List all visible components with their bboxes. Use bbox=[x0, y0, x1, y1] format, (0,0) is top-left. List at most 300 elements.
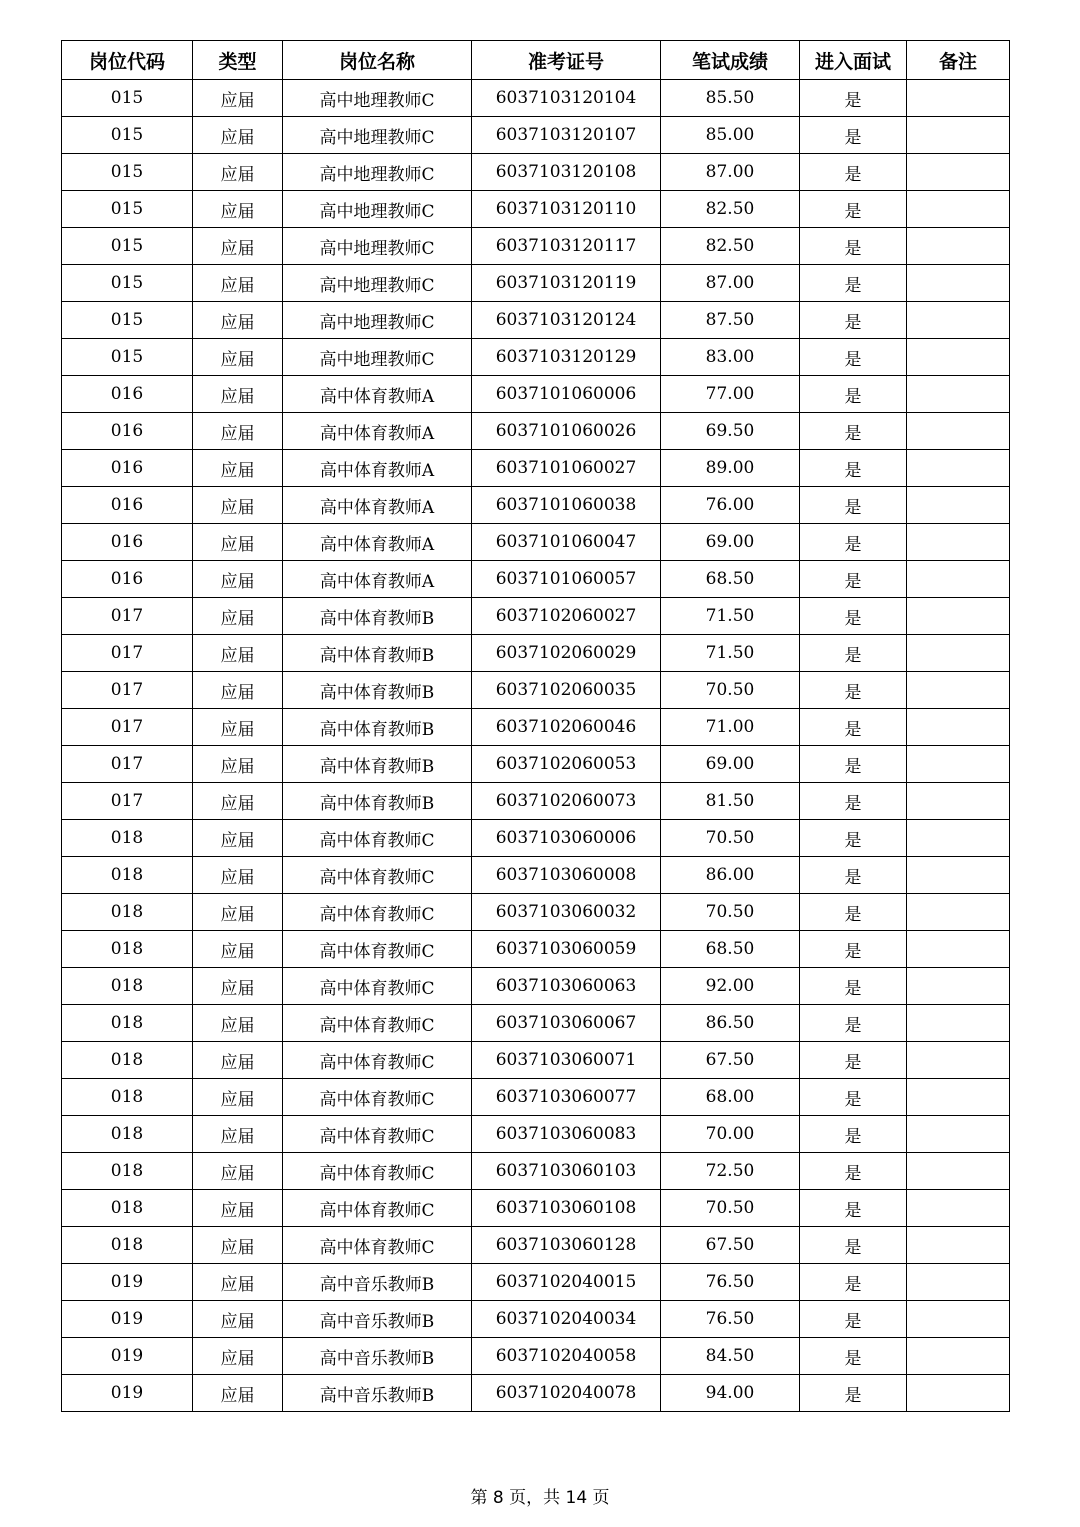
cell-post-name: 高中体育教师C bbox=[283, 857, 472, 894]
cell-interview: 是 bbox=[800, 524, 907, 561]
cell-exam-number: 6037103060006 bbox=[472, 820, 661, 857]
cell-exam-number: 6037102040015 bbox=[472, 1264, 661, 1301]
cell-remarks bbox=[907, 857, 1010, 894]
cell-written-score: 71.00 bbox=[661, 709, 800, 746]
cell-remarks bbox=[907, 1338, 1010, 1375]
table-row bbox=[62, 1338, 1010, 1375]
cell-post-name: 高中体育教师A bbox=[283, 376, 472, 413]
cell-post-name: 高中体育教师B bbox=[283, 598, 472, 635]
cell-post-name: 高中地理教师C bbox=[283, 154, 472, 191]
cell-exam-number: 6037103060008 bbox=[472, 857, 661, 894]
footer-suffix: 页 bbox=[592, 1488, 610, 1508]
cell-written-score: 86.00 bbox=[661, 857, 800, 894]
cell-type: 应届 bbox=[193, 1153, 283, 1190]
cell-written-score: 71.50 bbox=[661, 598, 800, 635]
cell-remarks bbox=[907, 561, 1010, 598]
cell-written-score: 69.50 bbox=[661, 413, 800, 450]
cell-written-score: 67.50 bbox=[661, 1227, 800, 1264]
cell-post-code: 016 bbox=[62, 487, 193, 524]
cell-post-code: 017 bbox=[62, 746, 193, 783]
cell-type: 应届 bbox=[193, 413, 283, 450]
cell-remarks bbox=[907, 894, 1010, 931]
table-row bbox=[62, 1264, 1010, 1301]
cell-post-code: 016 bbox=[62, 376, 193, 413]
cell-exam-number: 6037103060077 bbox=[472, 1079, 661, 1116]
table-row bbox=[62, 746, 1010, 783]
cell-interview: 是 bbox=[800, 820, 907, 857]
cell-written-score: 76.50 bbox=[661, 1264, 800, 1301]
table-row bbox=[62, 1116, 1010, 1153]
cell-post-name: 高中地理教师C bbox=[283, 302, 472, 339]
cell-post-name: 高中地理教师C bbox=[283, 80, 472, 117]
cell-written-score: 82.50 bbox=[661, 228, 800, 265]
cell-type: 应届 bbox=[193, 191, 283, 228]
cell-post-name: 高中体育教师C bbox=[283, 820, 472, 857]
cell-post-code: 015 bbox=[62, 117, 193, 154]
cell-remarks bbox=[907, 931, 1010, 968]
cell-interview: 是 bbox=[800, 746, 907, 783]
cell-post-name: 高中体育教师C bbox=[283, 894, 472, 931]
cell-post-name: 高中体育教师A bbox=[283, 561, 472, 598]
cell-written-score: 85.50 bbox=[661, 80, 800, 117]
cell-written-score: 68.50 bbox=[661, 561, 800, 598]
cell-type: 应届 bbox=[193, 1116, 283, 1153]
cell-post-name: 高中音乐教师B bbox=[283, 1264, 472, 1301]
table-row bbox=[62, 339, 1010, 376]
cell-written-score: 82.50 bbox=[661, 191, 800, 228]
cell-type: 应届 bbox=[193, 487, 283, 524]
cell-post-name: 高中体育教师A bbox=[283, 413, 472, 450]
cell-remarks bbox=[907, 1264, 1010, 1301]
cell-remarks bbox=[907, 1227, 1010, 1264]
cell-post-code: 018 bbox=[62, 1227, 193, 1264]
cell-interview: 是 bbox=[800, 1301, 907, 1338]
cell-post-code: 018 bbox=[62, 1042, 193, 1079]
cell-type: 应届 bbox=[193, 228, 283, 265]
cell-type: 应届 bbox=[193, 376, 283, 413]
table-row bbox=[62, 154, 1010, 191]
table-header bbox=[62, 41, 1010, 80]
cell-post-code: 017 bbox=[62, 709, 193, 746]
cell-post-code: 016 bbox=[62, 524, 193, 561]
cell-post-name: 高中体育教师C bbox=[283, 1042, 472, 1079]
cell-post-name: 高中体育教师B bbox=[283, 672, 472, 709]
cell-remarks bbox=[907, 1116, 1010, 1153]
cell-written-score: 85.00 bbox=[661, 117, 800, 154]
cell-type: 应届 bbox=[193, 80, 283, 117]
cell-written-score: 69.00 bbox=[661, 524, 800, 561]
cell-type: 应届 bbox=[193, 672, 283, 709]
table-row bbox=[62, 672, 1010, 709]
cell-post-name: 高中体育教师C bbox=[283, 1227, 472, 1264]
cell-exam-number: 6037103120124 bbox=[472, 302, 661, 339]
table-row bbox=[62, 191, 1010, 228]
cell-post-code: 017 bbox=[62, 672, 193, 709]
table-row bbox=[62, 413, 1010, 450]
cell-exam-number: 6037102060046 bbox=[472, 709, 661, 746]
cell-type: 应届 bbox=[193, 1338, 283, 1375]
cell-post-name: 高中体育教师A bbox=[283, 487, 472, 524]
table-row bbox=[62, 635, 1010, 672]
cell-exam-number: 6037103060083 bbox=[472, 1116, 661, 1153]
cell-type: 应届 bbox=[193, 746, 283, 783]
cell-written-score: 89.00 bbox=[661, 450, 800, 487]
cell-type: 应届 bbox=[193, 561, 283, 598]
cell-post-name: 高中地理教师C bbox=[283, 265, 472, 302]
cell-exam-number: 6037103120119 bbox=[472, 265, 661, 302]
cell-interview: 是 bbox=[800, 598, 907, 635]
cell-exam-number: 6037103120117 bbox=[472, 228, 661, 265]
cell-type: 应届 bbox=[193, 1227, 283, 1264]
cell-post-code: 017 bbox=[62, 783, 193, 820]
cell-exam-number: 6037101060057 bbox=[472, 561, 661, 598]
cell-remarks bbox=[907, 1301, 1010, 1338]
cell-exam-number: 6037103120129 bbox=[472, 339, 661, 376]
cell-interview: 是 bbox=[800, 191, 907, 228]
total-pages-number: 14 bbox=[565, 1488, 588, 1508]
cell-interview: 是 bbox=[800, 450, 907, 487]
cell-post-name: 高中地理教师C bbox=[283, 339, 472, 376]
table-row bbox=[62, 1375, 1010, 1412]
cell-post-code: 018 bbox=[62, 1116, 193, 1153]
cell-post-name: 高中体育教师C bbox=[283, 1190, 472, 1227]
cell-remarks bbox=[907, 820, 1010, 857]
cell-interview: 是 bbox=[800, 635, 907, 672]
page-footer bbox=[0, 1483, 1080, 1508]
cell-type: 应届 bbox=[193, 820, 283, 857]
cell-interview: 是 bbox=[800, 672, 907, 709]
header-type: 类型 bbox=[193, 41, 283, 80]
cell-post-code: 018 bbox=[62, 968, 193, 1005]
cell-type: 应届 bbox=[193, 1190, 283, 1227]
cell-post-code: 015 bbox=[62, 228, 193, 265]
cell-exam-number: 6037102040058 bbox=[472, 1338, 661, 1375]
table-row bbox=[62, 709, 1010, 746]
cell-exam-number: 6037102040034 bbox=[472, 1301, 661, 1338]
footer-prefix: 第 bbox=[470, 1488, 488, 1508]
table-row bbox=[62, 265, 1010, 302]
cell-post-code: 018 bbox=[62, 1079, 193, 1116]
table-row bbox=[62, 117, 1010, 154]
cell-type: 应届 bbox=[193, 894, 283, 931]
table-row bbox=[62, 894, 1010, 931]
cell-type: 应届 bbox=[193, 598, 283, 635]
cell-remarks bbox=[907, 302, 1010, 339]
cell-type: 应届 bbox=[193, 783, 283, 820]
cell-remarks bbox=[907, 968, 1010, 1005]
cell-written-score: 81.50 bbox=[661, 783, 800, 820]
current-page-number: 8 bbox=[492, 1488, 504, 1508]
cell-written-score: 70.50 bbox=[661, 820, 800, 857]
cell-type: 应届 bbox=[193, 709, 283, 746]
table-row bbox=[62, 487, 1010, 524]
cell-type: 应届 bbox=[193, 1301, 283, 1338]
cell-interview: 是 bbox=[800, 561, 907, 598]
cell-exam-number: 6037102060073 bbox=[472, 783, 661, 820]
cell-remarks bbox=[907, 117, 1010, 154]
table-body bbox=[62, 80, 1010, 1412]
cell-interview: 是 bbox=[800, 339, 907, 376]
cell-written-score: 87.00 bbox=[661, 265, 800, 302]
cell-exam-number: 6037102060053 bbox=[472, 746, 661, 783]
table-row bbox=[62, 228, 1010, 265]
cell-exam-number: 6037101060038 bbox=[472, 487, 661, 524]
cell-post-name: 高中体育教师A bbox=[283, 524, 472, 561]
cell-post-name: 高中体育教师C bbox=[283, 1005, 472, 1042]
cell-exam-number: 6037103060108 bbox=[472, 1190, 661, 1227]
cell-remarks bbox=[907, 228, 1010, 265]
table-row bbox=[62, 1042, 1010, 1079]
cell-exam-number: 6037101060026 bbox=[472, 413, 661, 450]
table-row bbox=[62, 598, 1010, 635]
cell-written-score: 69.00 bbox=[661, 746, 800, 783]
cell-interview: 是 bbox=[800, 857, 907, 894]
cell-written-score: 67.50 bbox=[661, 1042, 800, 1079]
cell-post-name: 高中体育教师B bbox=[283, 635, 472, 672]
cell-post-code: 017 bbox=[62, 635, 193, 672]
table-row bbox=[62, 857, 1010, 894]
cell-interview: 是 bbox=[800, 1153, 907, 1190]
table-row bbox=[62, 376, 1010, 413]
header-post-name: 岗位名称 bbox=[283, 41, 472, 80]
cell-exam-number: 6037101060027 bbox=[472, 450, 661, 487]
cell-post-code: 015 bbox=[62, 191, 193, 228]
cell-post-code: 015 bbox=[62, 80, 193, 117]
cell-post-name: 高中地理教师C bbox=[283, 191, 472, 228]
cell-interview: 是 bbox=[800, 80, 907, 117]
cell-interview: 是 bbox=[800, 154, 907, 191]
cell-interview: 是 bbox=[800, 968, 907, 1005]
cell-post-name: 高中体育教师B bbox=[283, 709, 472, 746]
cell-type: 应届 bbox=[193, 1375, 283, 1412]
cell-post-name: 高中地理教师C bbox=[283, 117, 472, 154]
table-row bbox=[62, 450, 1010, 487]
cell-post-name: 高中音乐教师B bbox=[283, 1338, 472, 1375]
cell-exam-number: 6037103120104 bbox=[472, 80, 661, 117]
cell-written-score: 70.00 bbox=[661, 1116, 800, 1153]
cell-remarks bbox=[907, 783, 1010, 820]
cell-interview: 是 bbox=[800, 1116, 907, 1153]
header-exam-number: 准考证号 bbox=[472, 41, 661, 80]
cell-written-score: 92.00 bbox=[661, 968, 800, 1005]
table-row bbox=[62, 820, 1010, 857]
cell-post-code: 015 bbox=[62, 265, 193, 302]
cell-type: 应届 bbox=[193, 117, 283, 154]
header-post-code: 岗位代码 bbox=[62, 41, 193, 80]
cell-post-code: 015 bbox=[62, 154, 193, 191]
cell-post-code: 019 bbox=[62, 1301, 193, 1338]
cell-remarks bbox=[907, 191, 1010, 228]
cell-exam-number: 6037101060006 bbox=[472, 376, 661, 413]
cell-type: 应届 bbox=[193, 524, 283, 561]
cell-type: 应届 bbox=[193, 154, 283, 191]
cell-type: 应届 bbox=[193, 931, 283, 968]
cell-written-score: 84.50 bbox=[661, 1338, 800, 1375]
cell-remarks bbox=[907, 376, 1010, 413]
table-row bbox=[62, 1153, 1010, 1190]
cell-written-score: 72.50 bbox=[661, 1153, 800, 1190]
cell-type: 应届 bbox=[193, 968, 283, 1005]
cell-post-name: 高中体育教师C bbox=[283, 1079, 472, 1116]
cell-written-score: 76.50 bbox=[661, 1301, 800, 1338]
cell-type: 应届 bbox=[193, 302, 283, 339]
cell-remarks bbox=[907, 487, 1010, 524]
cell-written-score: 76.00 bbox=[661, 487, 800, 524]
cell-exam-number: 6037103120110 bbox=[472, 191, 661, 228]
cell-post-code: 018 bbox=[62, 1153, 193, 1190]
cell-post-code: 016 bbox=[62, 561, 193, 598]
cell-remarks bbox=[907, 524, 1010, 561]
cell-exam-number: 6037103060071 bbox=[472, 1042, 661, 1079]
cell-post-code: 015 bbox=[62, 302, 193, 339]
cell-exam-number: 6037103060059 bbox=[472, 931, 661, 968]
cell-post-code: 019 bbox=[62, 1264, 193, 1301]
table-row bbox=[62, 80, 1010, 117]
table-row bbox=[62, 1227, 1010, 1264]
cell-remarks bbox=[907, 672, 1010, 709]
cell-interview: 是 bbox=[800, 1227, 907, 1264]
cell-exam-number: 6037103060103 bbox=[472, 1153, 661, 1190]
cell-written-score: 83.00 bbox=[661, 339, 800, 376]
table-row bbox=[62, 931, 1010, 968]
cell-exam-number: 6037102060029 bbox=[472, 635, 661, 672]
cell-post-code: 018 bbox=[62, 857, 193, 894]
cell-type: 应届 bbox=[193, 1042, 283, 1079]
cell-post-code: 019 bbox=[62, 1375, 193, 1412]
cell-remarks bbox=[907, 265, 1010, 302]
cell-interview: 是 bbox=[800, 1042, 907, 1079]
cell-post-code: 016 bbox=[62, 413, 193, 450]
cell-interview: 是 bbox=[800, 117, 907, 154]
cell-post-code: 017 bbox=[62, 598, 193, 635]
cell-interview: 是 bbox=[800, 783, 907, 820]
cell-remarks bbox=[907, 598, 1010, 635]
cell-type: 应届 bbox=[193, 857, 283, 894]
cell-written-score: 71.50 bbox=[661, 635, 800, 672]
cell-remarks bbox=[907, 339, 1010, 376]
cell-remarks bbox=[907, 154, 1010, 191]
cell-post-name: 高中地理教师C bbox=[283, 228, 472, 265]
cell-written-score: 68.50 bbox=[661, 931, 800, 968]
cell-written-score: 70.50 bbox=[661, 1190, 800, 1227]
cell-written-score: 87.50 bbox=[661, 302, 800, 339]
cell-post-code: 016 bbox=[62, 450, 193, 487]
cell-remarks bbox=[907, 709, 1010, 746]
cell-written-score: 77.00 bbox=[661, 376, 800, 413]
cell-post-name: 高中体育教师C bbox=[283, 968, 472, 1005]
cell-post-name: 高中音乐教师B bbox=[283, 1301, 472, 1338]
cell-post-name: 高中体育教师C bbox=[283, 1153, 472, 1190]
cell-written-score: 86.50 bbox=[661, 1005, 800, 1042]
cell-post-code: 018 bbox=[62, 1190, 193, 1227]
cell-remarks bbox=[907, 413, 1010, 450]
cell-post-name: 高中体育教师C bbox=[283, 1116, 472, 1153]
cell-written-score: 70.50 bbox=[661, 672, 800, 709]
cell-interview: 是 bbox=[800, 1079, 907, 1116]
cell-interview: 是 bbox=[800, 265, 907, 302]
cell-type: 应届 bbox=[193, 450, 283, 487]
cell-exam-number: 6037103060067 bbox=[472, 1005, 661, 1042]
cell-interview: 是 bbox=[800, 1338, 907, 1375]
cell-type: 应届 bbox=[193, 635, 283, 672]
header-remarks: 备注 bbox=[907, 41, 1010, 80]
footer-middle: 页，共 bbox=[509, 1488, 561, 1508]
cell-remarks bbox=[907, 1375, 1010, 1412]
table-row bbox=[62, 524, 1010, 561]
cell-post-name: 高中体育教师C bbox=[283, 931, 472, 968]
cell-exam-number: 6037103120107 bbox=[472, 117, 661, 154]
cell-post-code: 019 bbox=[62, 1338, 193, 1375]
cell-interview: 是 bbox=[800, 376, 907, 413]
table-row bbox=[62, 783, 1010, 820]
cell-post-name: 高中体育教师B bbox=[283, 783, 472, 820]
cell-remarks bbox=[907, 1005, 1010, 1042]
cell-type: 应届 bbox=[193, 1079, 283, 1116]
table-row bbox=[62, 968, 1010, 1005]
header-written-score: 笔试成绩 bbox=[661, 41, 800, 80]
cell-interview: 是 bbox=[800, 1005, 907, 1042]
cell-exam-number: 6037103060128 bbox=[472, 1227, 661, 1264]
cell-written-score: 87.00 bbox=[661, 154, 800, 191]
cell-interview: 是 bbox=[800, 228, 907, 265]
cell-type: 应届 bbox=[193, 265, 283, 302]
cell-post-name: 高中体育教师A bbox=[283, 450, 472, 487]
cell-interview: 是 bbox=[800, 413, 907, 450]
table-row bbox=[62, 302, 1010, 339]
cell-interview: 是 bbox=[800, 302, 907, 339]
cell-exam-number: 6037103120108 bbox=[472, 154, 661, 191]
cell-interview: 是 bbox=[800, 931, 907, 968]
cell-interview: 是 bbox=[800, 1375, 907, 1412]
cell-type: 应届 bbox=[193, 1264, 283, 1301]
cell-post-code: 018 bbox=[62, 894, 193, 931]
cell-exam-number: 6037101060047 bbox=[472, 524, 661, 561]
table-row bbox=[62, 1190, 1010, 1227]
cell-remarks bbox=[907, 450, 1010, 487]
cell-interview: 是 bbox=[800, 487, 907, 524]
cell-remarks bbox=[907, 1190, 1010, 1227]
cell-remarks bbox=[907, 1079, 1010, 1116]
table-row bbox=[62, 1005, 1010, 1042]
cell-exam-number: 6037103060063 bbox=[472, 968, 661, 1005]
cell-written-score: 68.00 bbox=[661, 1079, 800, 1116]
cell-remarks bbox=[907, 746, 1010, 783]
cell-remarks bbox=[907, 1153, 1010, 1190]
cell-post-name: 高中音乐教师B bbox=[283, 1375, 472, 1412]
cell-post-code: 015 bbox=[62, 339, 193, 376]
table-row bbox=[62, 561, 1010, 598]
table-row bbox=[62, 1079, 1010, 1116]
cell-interview: 是 bbox=[800, 1190, 907, 1227]
cell-remarks bbox=[907, 1042, 1010, 1079]
cell-interview: 是 bbox=[800, 894, 907, 931]
cell-post-code: 018 bbox=[62, 820, 193, 857]
cell-remarks bbox=[907, 80, 1010, 117]
cell-exam-number: 6037102040078 bbox=[472, 1375, 661, 1412]
cell-interview: 是 bbox=[800, 1264, 907, 1301]
header-row bbox=[62, 41, 1010, 80]
table-row bbox=[62, 1301, 1010, 1338]
cell-exam-number: 6037103060032 bbox=[472, 894, 661, 931]
results-table bbox=[61, 40, 1010, 1412]
cell-exam-number: 6037102060027 bbox=[472, 598, 661, 635]
cell-post-code: 018 bbox=[62, 1005, 193, 1042]
cell-interview: 是 bbox=[800, 709, 907, 746]
cell-post-code: 018 bbox=[62, 931, 193, 968]
cell-written-score: 70.50 bbox=[661, 894, 800, 931]
header-interview: 进入面试 bbox=[800, 41, 907, 80]
cell-remarks bbox=[907, 635, 1010, 672]
